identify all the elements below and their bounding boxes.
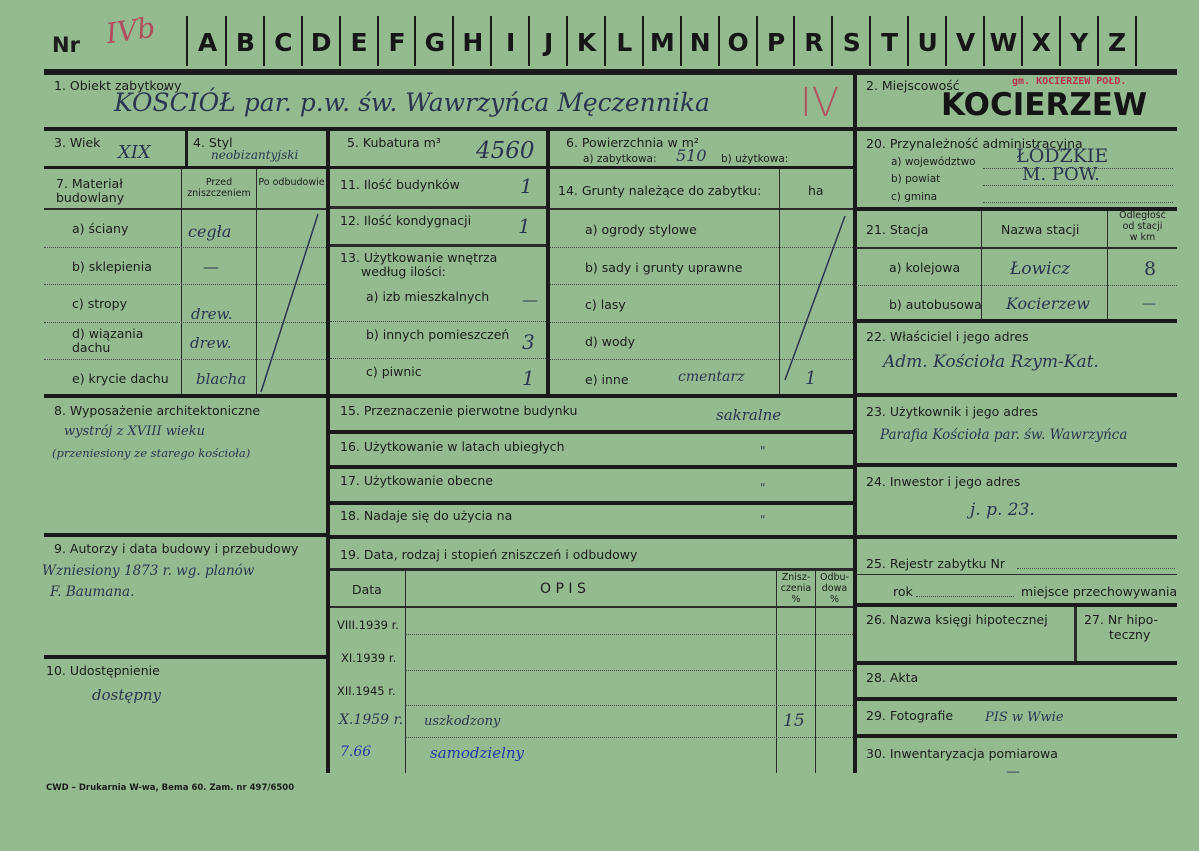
index-letter: I bbox=[506, 28, 516, 57]
f1-mark: IV bbox=[800, 80, 840, 126]
f19-row-5-opis: samodzielny bbox=[430, 744, 525, 762]
f20-label: 20. Przynależność administracyjna bbox=[866, 136, 1083, 151]
f7-row-e-value: blacha bbox=[196, 370, 247, 388]
f11-value: 1 bbox=[520, 174, 533, 198]
f2-label: 2. Miejscowość bbox=[866, 78, 960, 93]
f19-col-od-2: dowa bbox=[821, 583, 848, 594]
f14-row-b-label: b) sady i grunty uprawne bbox=[585, 260, 743, 275]
f14-row-a-label: a) ogrody stylowe bbox=[585, 222, 697, 237]
f19-col-od-3: % bbox=[829, 594, 840, 605]
f29-value: PIS w Wwie bbox=[985, 710, 1064, 725]
printer-imprint: CWD – Drukarnia W-wa, Bema 60. Zam. nr 497/6500 bbox=[46, 783, 295, 793]
f4-label: 4. Styl bbox=[193, 135, 233, 150]
index-letter: W bbox=[989, 28, 1018, 57]
f15-label: 15. Przeznaczenie pierwotne budynku bbox=[340, 403, 578, 418]
f10-label: 10. Udostępnienie bbox=[46, 663, 160, 678]
f20-b-label: b) powiat bbox=[891, 173, 941, 185]
index-letter: J bbox=[543, 28, 554, 57]
f5-value: 4560 bbox=[476, 138, 535, 164]
f13-label-line2: według ilości: bbox=[361, 264, 446, 279]
f30-value: — bbox=[1006, 764, 1020, 780]
f21-col-dist-1: Odległość bbox=[1119, 210, 1166, 221]
f13-label-line1: 13. Użytkowanie wnętrza bbox=[340, 250, 498, 265]
f21-a-dist: 8 bbox=[1144, 258, 1157, 280]
f19-col-date: Data bbox=[352, 582, 382, 597]
f10-value: dostępny bbox=[92, 686, 161, 704]
f6-a-label: a) zabytkowa: bbox=[583, 153, 657, 165]
f19-label: 19. Data, rodzaj i stopień zniszczeń i odbudowy bbox=[340, 547, 638, 562]
f7-label: 7. Materiał budowlany bbox=[56, 176, 125, 205]
f15-value: sakralne bbox=[716, 406, 782, 424]
f7-row-a-value: cegła bbox=[188, 222, 232, 241]
f22-label: 22. Właściciel i jego adres bbox=[866, 329, 1029, 344]
f6-b-label: b) użytkowa: bbox=[721, 153, 789, 165]
f7-col1: Przed zniszczeniem bbox=[187, 177, 251, 199]
index-letter: Y bbox=[1070, 28, 1089, 57]
f14-row-e-label: e) inne bbox=[585, 372, 629, 387]
f13-row-b-label: b) innych pomieszczeń bbox=[366, 327, 510, 342]
f7-col2: Po odbudowie bbox=[258, 177, 325, 188]
f13-row-a-value: — bbox=[522, 290, 538, 309]
f16-value: " bbox=[760, 444, 766, 458]
index-letter: B bbox=[235, 28, 255, 57]
f14-row-e-ha: 1 bbox=[805, 368, 817, 389]
f14-unit: ha bbox=[808, 183, 824, 198]
f19-col-zn-1: Znisz- bbox=[781, 572, 811, 583]
f19-col-zn-2: czenia bbox=[780, 583, 812, 594]
f18-label: 18. Nadaje się do użycia na bbox=[340, 508, 513, 523]
index-letter: X bbox=[1031, 28, 1051, 57]
f8-value-line1: wystrój z XVIII wieku bbox=[64, 424, 205, 439]
index-letter: D bbox=[310, 28, 332, 57]
f21-a-label: a) kolejowa bbox=[889, 260, 961, 275]
f12-label: 12. Ilość kondygnacji bbox=[340, 213, 472, 228]
f12-value: 1 bbox=[518, 214, 531, 238]
f19-row-1-date: VIII.1939 r. bbox=[337, 618, 399, 632]
f21-col-dist-3: w km bbox=[1129, 232, 1156, 243]
f7-row-c-label: c) stropy bbox=[72, 296, 127, 311]
f6-a-value: 510 bbox=[676, 146, 707, 165]
f1-value: KOŚCIÓŁ par. p.w. św. Wawrzyńca Męczennika bbox=[114, 88, 710, 117]
f28-label: 28. Akta bbox=[866, 670, 919, 685]
f14-row-e-value: cmentarz bbox=[678, 369, 745, 385]
index-letter: A bbox=[197, 28, 218, 57]
f6-label: 6. Powierzchnia w m² bbox=[566, 135, 699, 150]
index-letter: C bbox=[274, 28, 293, 57]
f9-value-line2: F. Baumana. bbox=[50, 584, 135, 600]
f16-label: 16. Użytkowanie w latach ubiegłych bbox=[340, 439, 565, 454]
f9-label: 9. Autorzy i data budowy i przebudowy bbox=[54, 541, 299, 556]
index-letter: R bbox=[804, 28, 824, 57]
f1-label: 1. Obiekt zabytkowy bbox=[54, 78, 182, 93]
f17-label: 17. Użytkowanie obecne bbox=[340, 473, 494, 488]
f21-col-name: Nazwa stacji bbox=[1001, 222, 1080, 237]
index-letter: U bbox=[917, 28, 938, 57]
f9-value-line1: Wzniesiony 1873 r. wg. planów bbox=[42, 563, 255, 579]
f18-value: " bbox=[760, 513, 766, 527]
f7-row-c-value: drew. bbox=[191, 305, 233, 323]
f24-label: 24. Inwestor i jego adres bbox=[866, 474, 1021, 489]
f25-rok: rok bbox=[893, 584, 913, 599]
f19-row-3-date: XII.1945 r. bbox=[337, 684, 396, 698]
f13-row-c-label: c) piwnic bbox=[366, 364, 422, 379]
f7-row-a-label: a) ściany bbox=[72, 221, 129, 236]
f19-row-2-date: XI.1939 r. bbox=[341, 651, 397, 665]
f7-row-b-value: — bbox=[203, 257, 219, 276]
f29-label: 29. Fotografie bbox=[866, 708, 954, 723]
f7-row-d-label: d) wiązania dachu bbox=[72, 326, 144, 355]
f19-col-opis: O P I S bbox=[540, 581, 586, 597]
f3-value: XIX bbox=[118, 142, 151, 163]
f4-value: neobizantyjski bbox=[211, 148, 299, 162]
f23-value: Parafia Kościoła par. św. Wawrzyńca bbox=[880, 427, 1128, 443]
index-letter: L bbox=[616, 28, 633, 57]
f30-label: 30. Inwentaryzacja pomiarowa bbox=[866, 746, 1058, 761]
f13-row-b-value: 3 bbox=[522, 330, 535, 354]
f20-b-value: M. POW. bbox=[1022, 164, 1100, 185]
header-rule bbox=[44, 69, 1177, 75]
f24-value: j. p. 23. bbox=[970, 500, 1035, 520]
nr-label: Nr bbox=[52, 33, 80, 57]
f20-a-label: a) województwo bbox=[891, 156, 976, 168]
f19-row-4-opis: uszkodzony bbox=[424, 714, 501, 729]
f21-b-name: Kocierzew bbox=[1006, 294, 1090, 313]
index-letter: S bbox=[842, 28, 861, 57]
f2-value: KOCIERZEW bbox=[941, 87, 1148, 123]
section14-cancel-stroke bbox=[779, 210, 853, 394]
index-letter: V bbox=[955, 28, 976, 57]
f2-stamp: gm. KOCIERZEW POŁD. bbox=[1012, 76, 1127, 87]
f20-a-value: ŁÓDZKIE bbox=[1016, 145, 1109, 167]
f19-col-od-1: Odbu- bbox=[820, 572, 849, 583]
f27-label-line1: 27. Nr hipo- bbox=[1084, 612, 1159, 627]
index-letter: T bbox=[881, 28, 899, 57]
index-letter: N bbox=[689, 28, 711, 57]
f14-row-c-label: c) lasy bbox=[585, 297, 626, 312]
f26-label: 26. Nazwa księgi hipotecznej bbox=[866, 612, 1048, 627]
f8-label: 8. Wyposażenie architektoniczne bbox=[54, 403, 261, 418]
f21-col-dist-2: od stacji bbox=[1122, 221, 1163, 232]
index-letter: F bbox=[388, 28, 406, 57]
f14-row-d-label: d) wody bbox=[585, 334, 635, 349]
f8-value-line2: (przeniesiony ze starego kościoła) bbox=[52, 446, 251, 460]
f21-label: 21. Stacja bbox=[866, 222, 929, 237]
f19-row-4-zn: 15 bbox=[783, 711, 805, 731]
index-letter: E bbox=[350, 28, 368, 57]
index-letter: H bbox=[462, 28, 484, 57]
f25-label: 25. Rejestr zabytku Nr bbox=[866, 556, 1006, 571]
f7-row-e-label: e) krycie dachu bbox=[72, 371, 169, 386]
index-letter: Z bbox=[1108, 28, 1127, 57]
f25-miejsce: miejsce przechowywania bbox=[1021, 584, 1178, 599]
f13-row-c-value: 1 bbox=[522, 366, 535, 390]
f13-row-a-label: a) izb mieszkalnych bbox=[366, 289, 490, 304]
f21-b-label: b) autobusowa bbox=[889, 297, 982, 312]
index-letter: G bbox=[424, 28, 446, 57]
nr-value: IVb bbox=[103, 10, 158, 51]
f11-label: 11. Ilość budynków bbox=[340, 177, 460, 192]
index-letter: P bbox=[766, 28, 786, 57]
f19-col-zn-3: % bbox=[791, 594, 801, 605]
f19-row-5-date: 7.66 bbox=[340, 744, 372, 760]
f23-label: 23. Użytkownik i jego adres bbox=[866, 404, 1038, 419]
section7-cancel-stroke bbox=[256, 210, 326, 394]
f20-c-label: c) gmina bbox=[891, 191, 938, 203]
f5-label: 5. Kubatura m³ bbox=[347, 135, 441, 150]
f27-label-line2: teczny bbox=[1109, 627, 1151, 642]
f7-row-b-label: b) sklepienia bbox=[72, 259, 152, 274]
right-column-divider bbox=[853, 75, 857, 773]
f7-row-d-value: drew. bbox=[190, 334, 232, 352]
f22-value: Adm. Kościoła Rzym-Kat. bbox=[883, 352, 1099, 372]
index-letter: M bbox=[649, 28, 675, 57]
f3-label: 3. Wiek bbox=[54, 135, 101, 150]
f21-b-dist: — bbox=[1142, 296, 1156, 312]
f17-value: " bbox=[760, 481, 766, 495]
index-letter: K bbox=[576, 28, 597, 57]
f19-row-4-date: X.1959 r. bbox=[339, 712, 404, 728]
f21-a-name: Łowicz bbox=[1010, 259, 1071, 279]
f14-label: 14. Grunty należące do zabytku: bbox=[558, 183, 762, 198]
index-letter: O bbox=[727, 28, 749, 57]
